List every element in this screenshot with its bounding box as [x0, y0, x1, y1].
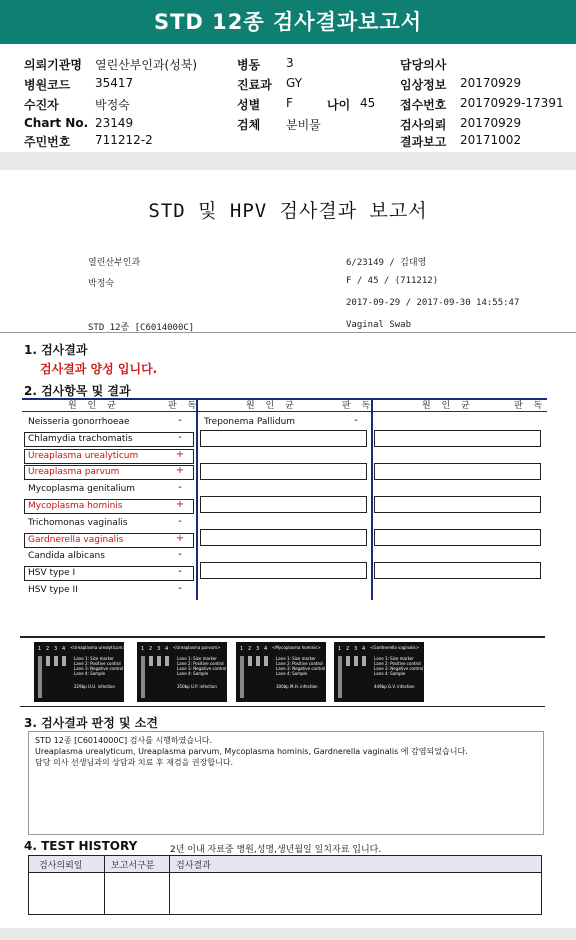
pathogen-name: Ureaplasma parvum	[28, 467, 120, 478]
department-label: 진료과	[237, 78, 272, 92]
positive-sign: +	[175, 532, 185, 544]
empty-result-cell	[374, 430, 541, 447]
gel-lane-number: 4	[165, 646, 169, 652]
negative-sign: -	[178, 549, 182, 561]
positive-sign: +	[175, 465, 185, 477]
patient-value: 박정숙	[95, 98, 130, 112]
gel-lane	[157, 656, 161, 666]
gel-image	[334, 642, 424, 702]
gel-lane	[62, 656, 66, 666]
report-specimen: Vaginal Swab	[346, 320, 412, 330]
gel-legend-line: Lane 3: Negative control	[374, 666, 424, 671]
gel-lane-number: 3	[54, 646, 58, 652]
empty-result-cell	[374, 562, 541, 579]
positive-sign: +	[175, 499, 185, 510]
gel-legend-line: Lane 3: Negative control	[74, 666, 124, 671]
gel-lane-number: 4	[362, 646, 366, 652]
section3-heading: 3. 검사결과 판정 및 소견	[24, 716, 158, 730]
receipt-no-label: 접수번호	[400, 98, 447, 112]
empty-result-cell	[200, 529, 367, 546]
positive-sign: +	[175, 448, 185, 460]
gel-legend-line: Lane 4: Sample	[177, 671, 209, 676]
gel-lane	[264, 656, 268, 666]
pathogen-name: Chlamydia trachomatis	[28, 433, 133, 444]
gel-lane-number: 1	[141, 646, 145, 652]
gel-legend-line: Lane 4: Sample	[374, 671, 406, 676]
gel-lane-number: 3	[256, 646, 260, 652]
gel-lane	[362, 656, 366, 666]
history-col-type: 보고서구분	[111, 861, 155, 871]
gel-lane-number: 3	[157, 646, 161, 652]
col2-first-result: -	[354, 415, 358, 426]
gel-lane	[165, 656, 169, 666]
gel-image	[34, 642, 124, 702]
gel-lane-number: 1	[240, 646, 244, 652]
report-sex-age: F / 45 / (711212)	[346, 276, 439, 286]
pathogen-name: Candida albicans	[28, 551, 105, 562]
gel-lane	[256, 656, 260, 666]
report-date-value: 20171002	[460, 133, 522, 147]
empty-result-cell	[200, 496, 367, 513]
gel-lane	[354, 656, 358, 666]
report-dates: 2017-09-29 / 2017-09-30 14:55:47	[346, 298, 520, 308]
report-banner-title: STD 12종 검사결과보고서	[0, 0, 576, 44]
negative-sign: -	[178, 566, 182, 578]
col1-pathogen-header: 원 인 균	[68, 401, 120, 411]
gel-legend-line: Lane 3: Negative control	[276, 666, 326, 671]
report-hospital: 열린산부인과	[88, 258, 141, 268]
history-note: 2년 이내 자료중 병원,성명,생년월일 일치자료 입니다.	[170, 845, 382, 855]
specimen-label: 검체	[237, 118, 261, 132]
table-col-rule-2	[371, 398, 373, 600]
gel-band-label: 300bp M.H. infection	[276, 684, 318, 689]
gel-legend-line: Lane 2: Positive control	[177, 661, 224, 666]
pathogen-name: Mycoplasma genitalium	[28, 484, 136, 495]
gel-legend-line: Lane 1: Size marker	[276, 656, 316, 661]
doctor-label: 담당의사	[400, 58, 447, 72]
history-col-date: 검사의뢰일	[39, 861, 83, 871]
gel-lane-number: 2	[149, 646, 153, 652]
hospital-code-label: 병원코드	[24, 78, 71, 92]
patient-label: 수진자	[24, 98, 59, 112]
history-table	[28, 855, 542, 915]
resident-no-value: 711212-2	[95, 133, 153, 147]
gel-image	[236, 642, 326, 702]
request-date-label: 검사의뢰	[400, 118, 447, 132]
report-chart-doctor: 6/23149 / 김대영	[346, 258, 427, 268]
gel-lane-number: 2	[46, 646, 50, 652]
gel-lane	[346, 656, 350, 666]
sex-label: 성별	[237, 98, 261, 112]
clinical-info-label: 임상정보	[400, 78, 447, 92]
gel-lane	[338, 656, 342, 698]
opinion-line-3: 담당 의사 선생님과의 상담과 치료 후 재검을 권장합니다.	[35, 758, 234, 767]
empty-result-cell	[374, 496, 541, 513]
empty-result-cell	[374, 529, 541, 546]
gel-bottom-rule	[20, 706, 545, 707]
empty-result-cell	[200, 562, 367, 579]
gel-legend	[374, 656, 423, 676]
sex-value: F	[286, 96, 293, 110]
empty-result-cell	[200, 430, 367, 447]
gel-lane	[240, 656, 244, 698]
hospital-value: 열린산부인과(성북)	[95, 58, 198, 72]
gel-lane-number: 2	[248, 646, 252, 652]
gel-lane	[149, 656, 153, 666]
opinion-line-2: Ureaplasma urealyticum, Ureaplasma parvum, Mycoplasma hominis, Gardnerella vaginalis 에 감염되었습니다.	[35, 747, 468, 756]
gel-lane-number: 4	[264, 646, 268, 652]
gel-title: <Gardnerella vaginalis>	[370, 645, 420, 650]
gel-lane	[46, 656, 50, 666]
gel-legend-line: Lane 1: Size marker	[374, 656, 414, 661]
pathogen-name: HSV type I	[28, 568, 76, 579]
gel-band-label: 350bp U.P. infection	[177, 684, 217, 689]
history-col-rule-2	[169, 856, 170, 914]
gel-lane-number: 1	[338, 646, 342, 652]
col1-judge-header: 판 독	[168, 401, 201, 411]
clinical-info-value: 20170929	[460, 76, 522, 90]
pathogen-name: Neisseria gonorrhoeae	[28, 417, 130, 427]
gel-band-label: 449bp G.V. infection	[374, 684, 415, 689]
hospital-label: 의뢰기관명	[24, 58, 82, 72]
col2-pathogen-header: 원 인 균	[246, 401, 298, 411]
section1-result: 검사결과 양성 입니다.	[40, 362, 158, 376]
empty-result-cell	[200, 463, 367, 480]
report-date-label: 결과보고	[400, 135, 447, 149]
negative-sign: -	[178, 515, 182, 527]
section1-heading: 1. 검사결과	[24, 343, 88, 357]
pathogen-name: Ureaplasma urealyticum	[28, 450, 139, 461]
empty-result-cell	[374, 463, 541, 480]
report-test-code: STD 12종 [C6014000C]	[88, 323, 195, 333]
gel-image	[137, 642, 227, 702]
hospital-code-value: 35417	[95, 76, 134, 90]
age-value: 45	[360, 96, 376, 110]
gel-legend-line: Lane 2: Positive control	[276, 661, 323, 666]
pathogen-name: Trichomonas vaginalis	[28, 517, 128, 528]
opinion-line-1: STD 12종 [C6014000C] 검사를 시행하였습니다.	[35, 736, 213, 745]
opinion-box	[28, 731, 544, 835]
gel-legend-line: Lane 1: Size marker	[177, 656, 217, 661]
specimen-value: 분비물	[286, 118, 321, 132]
col2-judge-header: 판 독	[342, 401, 375, 411]
gel-title: <Ureaplasma parvum>	[173, 645, 221, 650]
footer-band	[0, 928, 576, 940]
gel-legend-line: Lane 2: Positive control	[374, 661, 421, 666]
history-col-result: 검사결과	[176, 861, 211, 871]
ward-label: 병동	[237, 58, 261, 72]
gel-legend-line: Lane 1: Size marker	[74, 656, 114, 661]
gel-lane-number: 4	[62, 646, 66, 652]
gel-lane-number: 1	[38, 646, 42, 652]
receipt-no-value: 20170929-17391	[460, 96, 564, 110]
chart-no-label: Chart No.	[24, 116, 89, 130]
negative-sign: -	[178, 431, 182, 443]
gel-legend-line: Lane 3: Negative control	[177, 666, 227, 671]
gel-legend	[177, 656, 226, 676]
gel-legend	[276, 656, 325, 676]
report-title: STD 및 HPV 검사결과 보고서	[148, 200, 428, 222]
chart-no-value: 23149	[95, 116, 134, 130]
col3-judge-header: 판 독	[514, 401, 547, 411]
request-date-value: 20170929	[460, 116, 522, 130]
section4-heading: 4. TEST HISTORY	[24, 839, 138, 853]
history-header-row	[29, 856, 541, 873]
pathogen-name: Gardnerella vaginalis	[28, 534, 124, 545]
col2-first-name: Treponema Pallidum	[204, 417, 296, 427]
gel-legend-line: Lane 4: Sample	[74, 671, 106, 676]
pathogen-name: Mycoplasma hominis	[28, 501, 123, 511]
table-header-rule	[22, 411, 547, 412]
age-label: 나이	[327, 98, 351, 112]
gel-lane	[248, 656, 252, 666]
department-value: GY	[286, 76, 303, 90]
history-col-rule-1	[104, 856, 105, 914]
report-patient: 박정숙	[88, 279, 115, 289]
gel-band-label: 229bp U.U. infection	[74, 684, 116, 689]
ward-value: 3	[286, 56, 294, 70]
gel-title: <Mycoplasma hominis>	[272, 645, 321, 650]
gel-lane-number: 2	[346, 646, 350, 652]
section2-heading: 2. 검사항목 및 결과	[24, 384, 131, 398]
negative-sign: -	[178, 415, 182, 426]
gel-top-rule	[20, 636, 545, 638]
gel-legend-line: Lane 4: Sample	[276, 671, 308, 676]
negative-sign: -	[178, 583, 182, 594]
table-col-rule-1	[196, 398, 198, 600]
divider	[0, 332, 576, 333]
pathogen-name: HSV type II	[28, 585, 78, 595]
gel-lane	[141, 656, 145, 698]
negative-sign: -	[178, 482, 182, 494]
gel-title: <Ureaplasma urealyticum>	[70, 645, 126, 650]
gel-legend	[74, 656, 123, 676]
gel-legend-line: Lane 2: Positive control	[74, 661, 121, 666]
page-separator	[0, 152, 576, 170]
col3-pathogen-header: 원 인 균	[422, 401, 474, 411]
gel-lane-number: 3	[354, 646, 358, 652]
resident-no-label: 주민번호	[24, 135, 71, 149]
gel-lane	[54, 656, 58, 666]
gel-lane	[38, 656, 42, 698]
